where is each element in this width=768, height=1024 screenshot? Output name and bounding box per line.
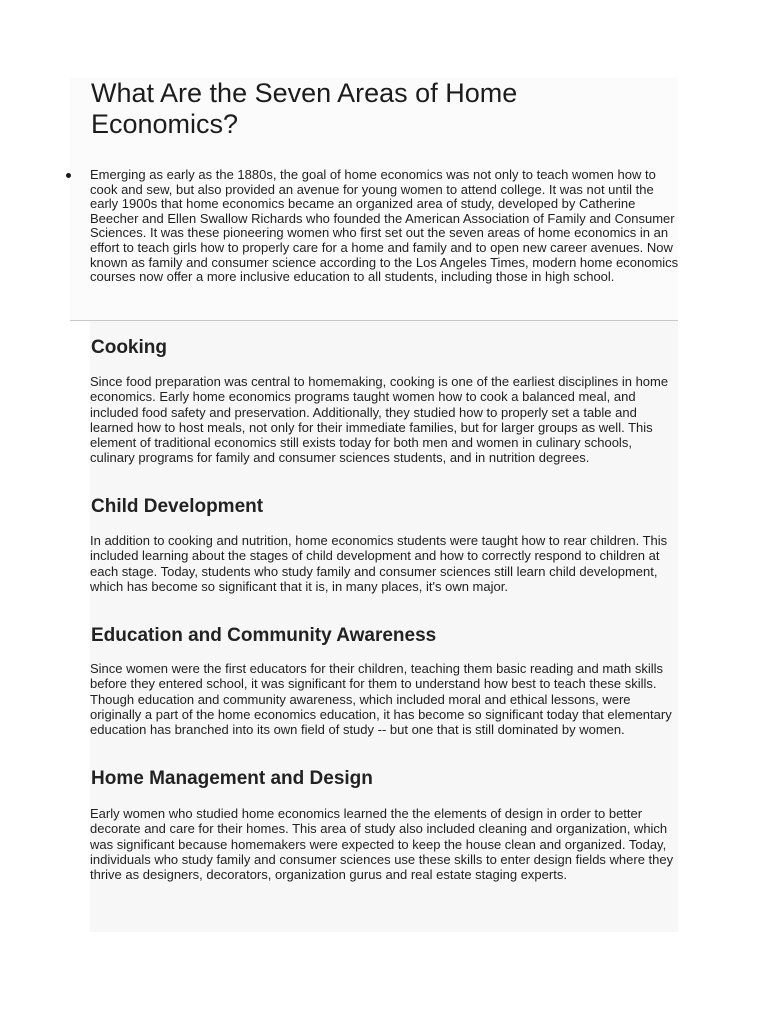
section-heading-education: Education and Community Awareness	[91, 625, 437, 646]
bullet-icon	[66, 173, 71, 178]
section-heading-child-development: Child Development	[91, 496, 264, 517]
section-body-child-development: In addition to cooking and nutrition, home economics students were taught how to rear children. This included learning about the stages of child development and how to correctly respond to children at each stage. Today, students who study family and consumer sciences still learn child development, which has become so significant that it is, in many places, it's own major.	[90, 533, 668, 594]
section-heading-cooking: Cooking	[91, 337, 167, 358]
intro-paragraph: Emerging as early as the 1880s, the goal of home economics was not only to teach women how to cook and sew, but also provided an avenue for young women to attend college. It was not until the early 1900s that home economics became an organized area of study, developed by Catherine Beecher and Ellen Swallow Richards who founded the American Association of Family and Consumer Sciences. It was these pioneering women who first set out the seven areas of home economics in an effort to teach girls how to properly care for a home and family and to open new career avenues. Now known as family and consumer science according to the Los Angeles Times, modern home economics courses now offer a more inclusive education to all students, including those in high school.	[90, 167, 679, 285]
section-body-home-management: Early women who studied home economics learned the the elements of design in order to better decorate and care for their homes. This area of study also included cleaning and organization, which was significant because homemakers were expected to keep the house clean and organized. Today, individuals who study family and consumer sciences use these skills to enter design fields where they thrive as designers, decorators, organization gurus and real estate staging experts.	[90, 806, 674, 883]
section-body-education: Since women were the first educators for their children, teaching them basic reading and math skills before they entered school, it was significant for them to understand how best to teach these skills. Though education and community awareness, which included moral and ethical lessons, were originally a part of the home economics education, it has become so significant today that elementary education has branched into its own field of study -- but one that is still dominated by women.	[90, 661, 672, 738]
section-body-cooking: Since food preparation was central to homemaking, cooking is one of the earliest disciplines in home economics. Early home economics programs taught women how to cook a balanced meal, and included food safety and preservation. Additionally, they studied how to properly set a table and learned how to host meals, not only for their immediate families, but for larger groups as well. This element of traditional economics still exists today for both men and women in culinary schools, culinary programs for family and consumer sciences students, and in nutrition degrees.	[90, 374, 669, 466]
page-title: What Are the Seven Areas of Home Economics?	[91, 78, 518, 139]
section-heading-home-management: Home Management and Design	[91, 768, 373, 789]
